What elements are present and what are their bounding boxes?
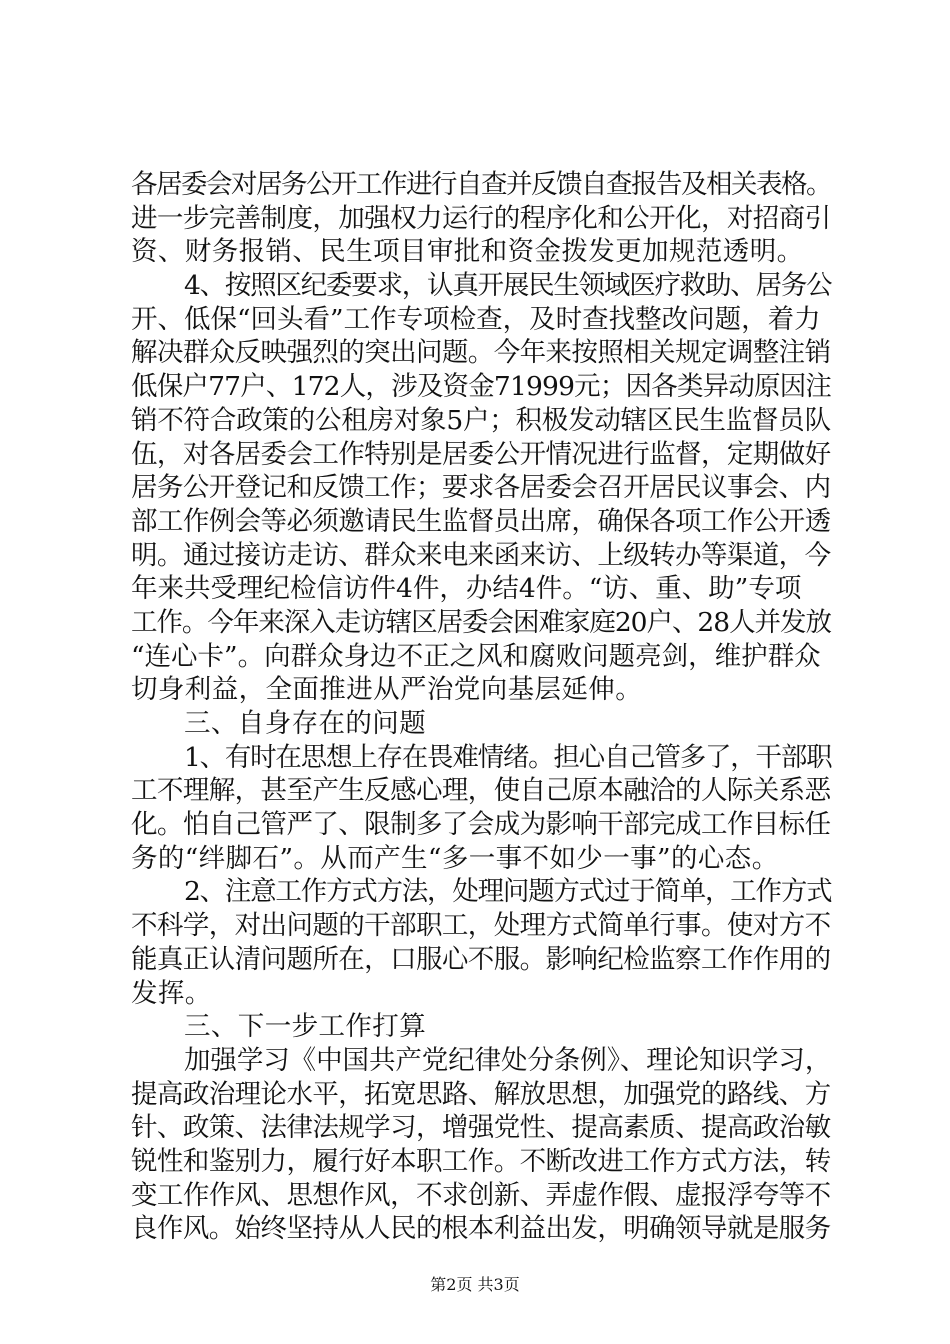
text-line: 加强学习《中国共产党纪律处分条例》、理论知识学习， [184,1044,832,1076]
document-body [131,168,831,1246]
text-line: 资、财务报销、民生项目审批和资金拨发更加规范透明。 [131,236,804,268]
text-line: 解决群众反映强烈的突出问题。今年来按照相关规定调整注销 [131,337,831,369]
text-line: 工不理解，甚至产生反感心理，使自己原本融洽的人际关系恶 [131,775,831,807]
text-line: 良作风。始终坚持从人民的根本利益出发，明确领导就是服务 [131,1213,831,1245]
text-line: 能真正认清问题所在，口服心不服。影响纪检监察工作作用的 [131,943,831,975]
text-line: 居务公开登记和反馈工作；要求各居委会召开居民议事会、内 [131,472,831,504]
text-line: 销不符合政策的公租房对象5户；积极发动辖区民生监督员队 [131,404,831,436]
text-line: 三、下一步工作打算 [184,1011,427,1043]
text-line: 切身利益，全面推进从严治党向基层延伸。 [131,674,643,706]
text-line: 4、按照区纪委要求，认真开展民生领域医疗救助、居务公 [184,270,832,302]
text-line: 2、注意工作方式方法，处理问题方式过于简单，工作方式 [184,876,832,908]
text-line: 1、有时在思想上存在畏难情绪。担心自己管多了，干部职 [184,741,832,773]
text-line: 锐性和鉴别力，履行好本职工作。不断改进工作方式方法，转 [131,1145,831,1177]
text-line: 提高政治理论水平，拓宽思路、解放思想，加强党的路线、方 [131,1078,831,1110]
text-line: “连心卡”。向群众身边不正之风和腐败问题亮剑，维护群众 [131,640,821,672]
text-line: 变工作作风、思想作风，不求创新、弄虚作假、虚报浮夸等不 [131,1179,831,1211]
text-line: 各居委会对居务公开工作进行自查并反馈自查报告及相关表格。 [131,169,831,200]
text-line: 务的“绊脚石”。从而产生“多一事不如少一事”的心态。 [131,842,779,874]
page-number-label: 第2页 共3页 [430,1275,520,1294]
text-line: 不科学，对出问题的干部职工，处理方式简单行事。使对方不 [131,910,831,942]
text-line: 工作。今年来深入走访辖区居委会困难家庭20户、28人并发放 [131,606,831,638]
text-line: 针、政策、法律法规学习，增强党性、提高素质、提高政治敏 [131,1112,831,1144]
text-line: 年来共受理纪检信访件4件，办结4件。“访、重、助”专项 [131,573,802,605]
text-line: 伍，对各居委会工作特别是居委公开情况进行监督，定期做好 [131,438,831,470]
text-line: 进一步完善制度，加强权力运行的程序化和公开化，对招商引 [131,202,831,234]
text-line: 发挥。 [131,977,212,1009]
text-line: 低保户77户、172人，涉及资金71999元；因各类异动原因注 [131,371,832,403]
text-line: 化。怕自己管严了、限制多了会成为影响干部完成工作目标任 [131,809,831,841]
text-line: 开、低保“回头看”工作专项检查，及时查找整改问题，着力 [131,303,821,335]
text-line: 明。通过接访走访、群众来电来函来访、上级转办等渠道，今 [131,539,831,571]
page-footer [0,1275,950,1295]
text-line: 三、自身存在的问题 [184,708,427,739]
text-line: 部工作例会等必须邀请民生监督员出席，确保各项工作公开透 [131,505,831,537]
